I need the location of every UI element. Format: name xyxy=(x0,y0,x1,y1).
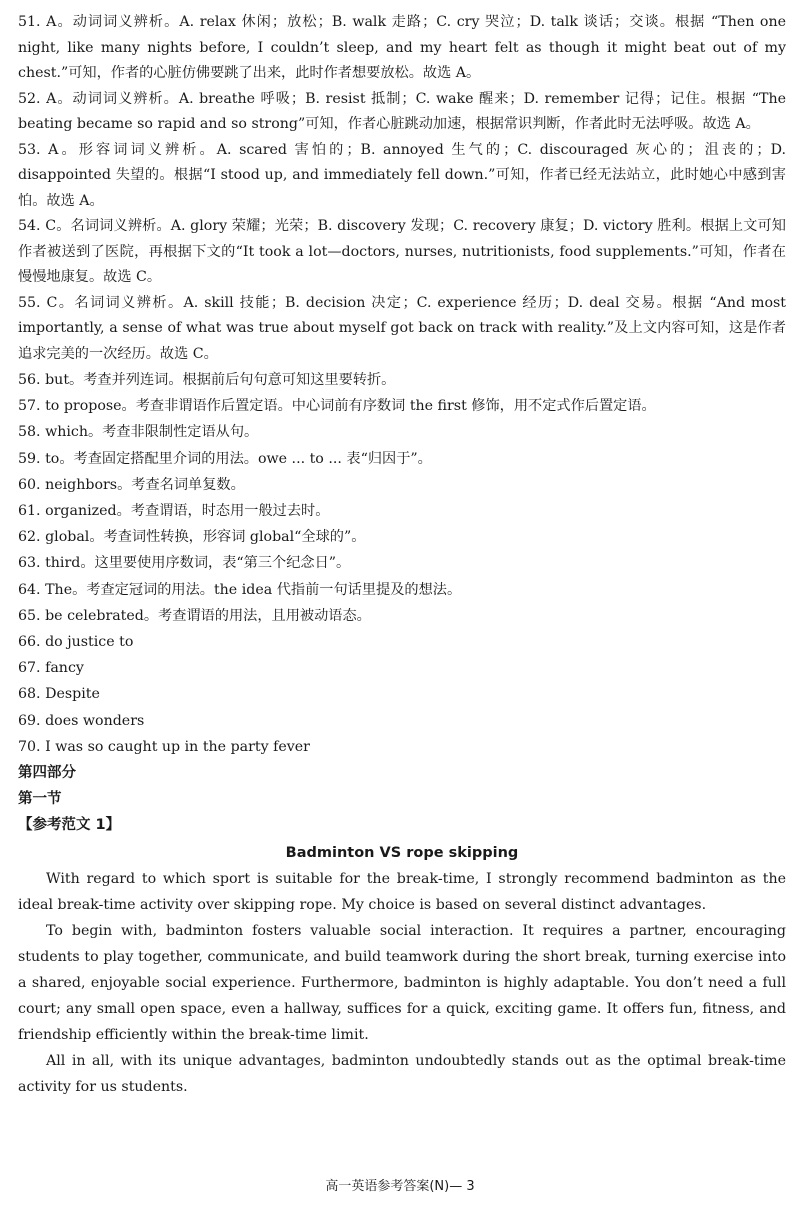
answer-number: 70. xyxy=(18,738,41,755)
answer-number: 56. xyxy=(18,372,41,388)
answer-text: A。动词词义辨析。A. relax 休闲；放松；B. walk 走路；C. cry 哭泣；D. talk 谈话；交谈。根据 “Then one night, like many nights before, I couldn’t sleep, and my heart felt as though it might beat out of my chest.”可知，作者的心脏仿佛要跳了出来，此时作者想要放松。故选 A。 xyxy=(18,14,787,81)
answer-text: A。形容词词义辨析。A. scared 害怕的；B. annoyed 生气的；C. discouraged 灰心的；沮丧的；D. disappointed 失望的。根据“I stood up, and immediately fell down.”可知，作者已经无法站立，此时她心中感到害怕。故选 A。 xyxy=(18,141,786,209)
answer-item xyxy=(18,214,786,291)
answer-number: 68. xyxy=(18,686,41,703)
essay-paragraph: To begin with, badminton fosters valuable social interaction. It requires a partner, encouraging students to play together, communicate, and build teamwork during the short break, turning exercise into a shared, enjoyable social experience. Furthermore, badminton is highly adaptable. You don’t need a full court; any small open space, even a hallway, suffices for a quick, exciting game. It offers fun, fitness, and friendship efficiently within the break-time limit. xyxy=(18,923,786,1044)
short-answers xyxy=(18,367,786,760)
answer-text: The。考查定冠词的用法。the idea 代指前一句话里提及的想法。 xyxy=(45,581,462,598)
answer-text: fancy xyxy=(45,660,84,677)
essay-paragraph: All in all, with its unique advantages, badminton undoubtedly stands out as the optimal break-time activity for us students. xyxy=(18,1053,786,1096)
essay-paragraph: With regard to which sport is suitable for the break-time, I strongly recommend badminton as the ideal break-time activity over skipping rope. My choice is based on several distinct advantages. xyxy=(18,871,786,914)
answer-item xyxy=(18,603,786,629)
answer-text: C。名词词义辨析。A. skill 技能；B. decision 决定；C. experience 经历；D. deal 交易。根据 “And most importantly, a sense of what was true about myself got back on track with reality.”及上文内容可知，这是作者追求完美的一次经历。故选 C。 xyxy=(18,294,786,362)
answer-number: 62. xyxy=(18,529,41,546)
answer-item xyxy=(18,681,786,707)
answer-text: A。动词词义辨析。A. breathe 呼吸；B. resist 抵制；C. wake 醒来；D. remember 记得；记住。根据 “The beating became so rapid and so strong”可知，作者心脏跳动加速，根据常识判断，作者此时无法呼吸。故选 A。 xyxy=(18,90,786,132)
answer-text: Despite xyxy=(45,686,100,703)
answer-item xyxy=(18,472,786,498)
answer-item xyxy=(18,498,786,524)
answer-text: third。这里要使用序数词，表“第三个纪念日”。 xyxy=(45,555,351,572)
answer-text: I was so caught up in the party fever xyxy=(45,738,310,755)
answer-text: neighbors。考查名词单复数。 xyxy=(45,476,245,493)
answer-text: which。考查非限制性定语从句。 xyxy=(45,424,259,441)
answer-item xyxy=(18,446,786,472)
answer-text: C。名词词义辨析。A. glory 荣耀；光荣；B. discovery 发现；C. recovery 康复；D. victory 胜利。根据上文可知作者被送到了医院，再根据下文的“It took a lot—doctors, nurses, nutritionists, food supplements.”可知，作者在慢慢地康复。故选 C。 xyxy=(18,218,786,285)
answer-item xyxy=(18,291,786,368)
answer-item xyxy=(18,524,786,550)
answer-item xyxy=(18,87,786,138)
answer-number: 57. xyxy=(18,398,41,415)
answer-item xyxy=(18,367,786,393)
answer-number: 64. xyxy=(18,581,41,598)
section-heading: 第一节 xyxy=(18,791,62,808)
answer-text: but。考查并列连词。根据前后句句意可知这里要转折。 xyxy=(45,372,396,388)
answer-number: 67. xyxy=(18,660,41,677)
answer-number: 52. xyxy=(18,90,41,107)
answer-item xyxy=(18,577,786,603)
answer-number: 60. xyxy=(18,476,41,493)
answer-number: 69. xyxy=(18,712,41,729)
part-heading: 第四部分 xyxy=(18,765,76,782)
answer-text: global。考查词性转换，形容词 global“全球的”。 xyxy=(45,529,366,546)
answer-item xyxy=(18,419,786,445)
answer-text: to。考查固定搭配里介词的用法。owe ... to ... 表“归因于”。 xyxy=(45,450,432,467)
answer-number: 59. xyxy=(18,450,41,467)
answer-number: 58. xyxy=(18,424,41,441)
answer-number: 65. xyxy=(18,607,41,624)
page-footer: 高一英语参考答案(N)— 3 xyxy=(325,1179,475,1194)
answer-number: 53. xyxy=(18,141,41,158)
answer-number: 61. xyxy=(18,503,41,520)
answer-item xyxy=(18,393,786,419)
answer-number: 55. xyxy=(18,294,41,311)
answer-text: to propose。考查非谓语作后置定语。中心词前有序数词 the first 修饰，用不定式作后置定语。 xyxy=(45,398,656,415)
answer-item xyxy=(18,550,786,576)
answer-item xyxy=(18,734,786,760)
answer-number: 51. xyxy=(18,14,41,30)
answer-item xyxy=(18,629,786,655)
answer-text: does wonders xyxy=(45,712,145,729)
answer-number: 66. xyxy=(18,634,41,651)
multiple-choice-answers xyxy=(18,10,786,367)
answer-number: 54. xyxy=(18,218,41,234)
essay-title: Badminton VS rope skipping xyxy=(285,845,519,862)
answer-item xyxy=(18,655,786,681)
answer-text: do justice to xyxy=(45,634,134,651)
answer-item xyxy=(18,10,786,87)
sample-essay-label: 【参考范文 1】 xyxy=(18,817,121,834)
answer-text: be celebrated。考查谓语的用法，且用被动语态。 xyxy=(45,607,371,624)
answers-container xyxy=(18,10,786,1100)
answer-item xyxy=(18,138,786,215)
answer-number: 63. xyxy=(18,555,41,572)
answer-text: organized。考查谓语，时态用一般过去时。 xyxy=(45,503,330,520)
answer-item xyxy=(18,708,786,734)
